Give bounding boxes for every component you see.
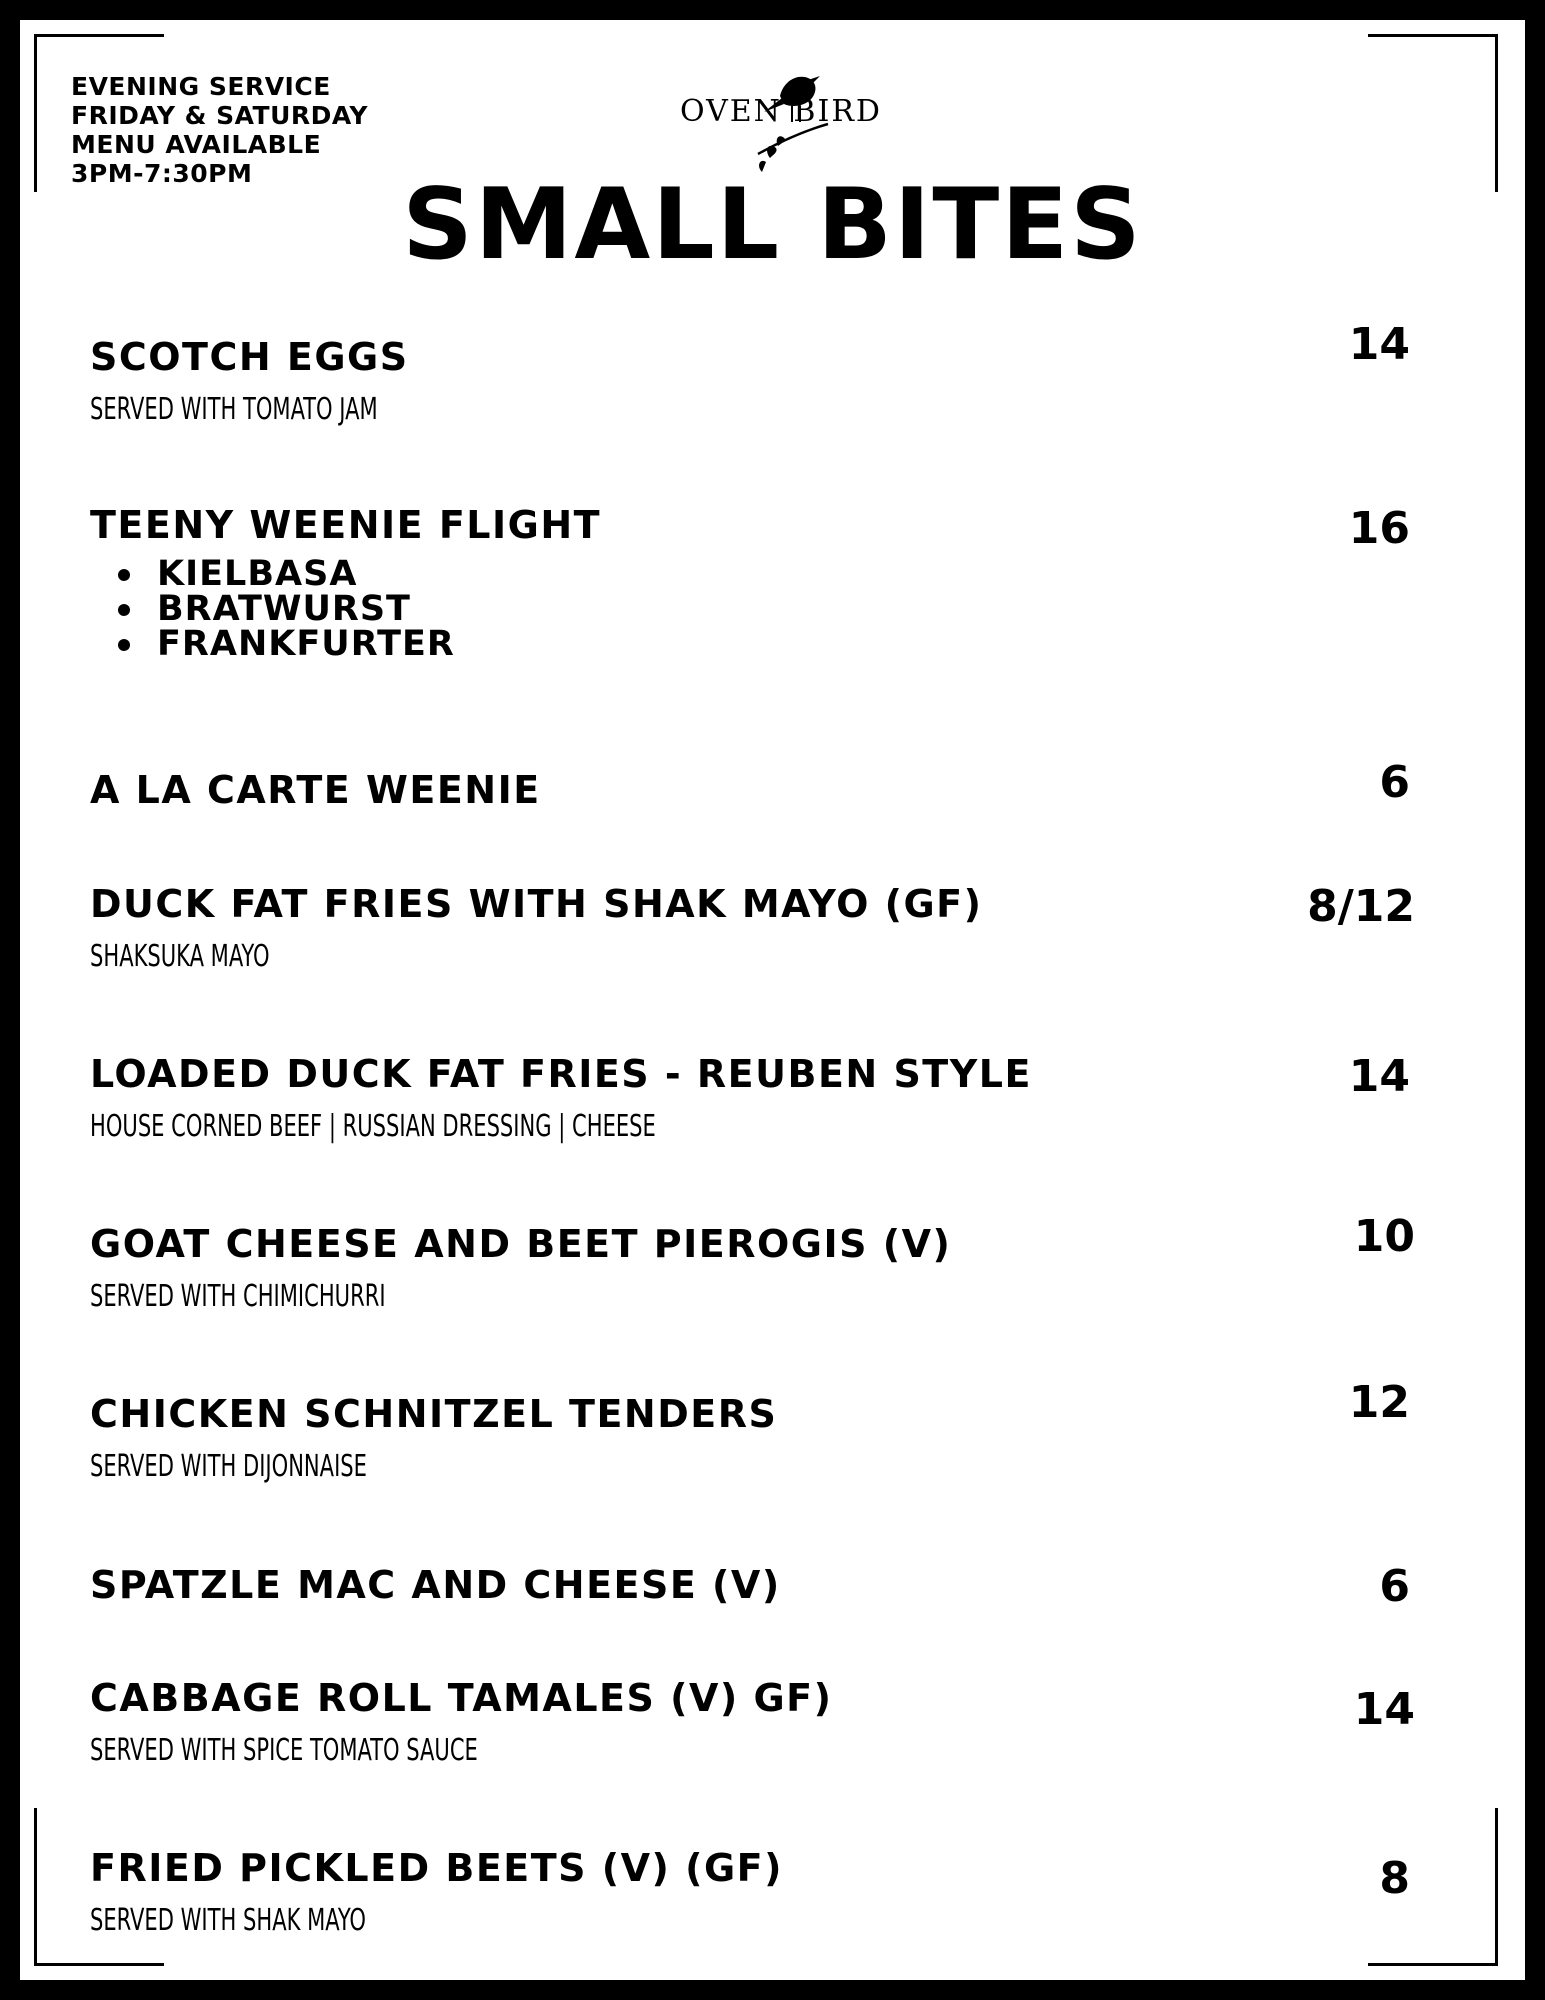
item-price: 14 (1348, 1051, 1410, 1102)
sub-item-label: KIELBASA (157, 554, 358, 594)
bullet-icon (118, 639, 130, 651)
service-line: MENU AVAILABLE (71, 130, 322, 159)
menu-item-spatzle-mac-and-cheese (90, 1563, 1510, 1607)
page-title: SMALL BITES (402, 168, 1143, 282)
item-name: A LA CARTE WEENIE (90, 768, 541, 812)
item-price: 8 (1379, 1853, 1410, 1904)
service-line: EVENING SERVICE (71, 72, 331, 101)
menu-item-teeny-weenie-flight (90, 503, 1510, 662)
item-price: 16 (1348, 503, 1410, 554)
service-line: 3PM-7:30PM (71, 159, 253, 188)
sub-item (90, 589, 1510, 629)
item-name: FRIED PICKLED BEETS (V) (GF) (90, 1846, 784, 1890)
item-description: SERVED WITH DIJONNAISE (90, 1449, 367, 1484)
menu-item-cabbage-roll-tamales (90, 1676, 1510, 1770)
item-name: CHICKEN SCHNITZEL TENDERS (90, 1392, 778, 1436)
sub-item-label: BRATWURST (157, 589, 411, 629)
menu-item-fried-pickled-beets (90, 1846, 1510, 1940)
bullet-icon (118, 569, 130, 581)
item-description: SERVED WITH TOMATO JAM (90, 392, 378, 427)
sub-item-label: FRANKFURTER (157, 624, 455, 664)
menu-item-duck-fat-fries (90, 882, 1510, 976)
item-description: HOUSE CORNED BEEF | RUSSIAN DRESSING | CHEESE (90, 1109, 656, 1144)
item-price: 6 (1379, 1561, 1410, 1612)
item-description: SERVED WITH CHIMICHURRI (90, 1279, 386, 1314)
item-name: SPATZLE MAC AND CHEESE (V) (90, 1563, 781, 1607)
item-name: LOADED DUCK FAT FRIES - REUBEN STYLE (90, 1052, 1032, 1096)
sub-item-list (90, 554, 1510, 664)
sub-item (90, 554, 1510, 594)
menu-item-scotch-eggs (90, 335, 1510, 429)
logo-text: OVEN BIRD (680, 94, 882, 129)
menu-item-chicken-schnitzel-tenders (90, 1392, 1510, 1486)
logo (680, 58, 940, 178)
bullet-icon (118, 604, 130, 616)
item-description: SERVED WITH SPICE TOMATO SAUCE (90, 1733, 478, 1768)
item-description: SERVED WITH SHAK MAYO (90, 1903, 366, 1938)
menu-item-a-la-carte-weenie (90, 768, 1510, 812)
item-description: SHAKSUKA MAYO (90, 939, 270, 974)
item-price: 8/12 (1307, 881, 1415, 932)
menu-page (20, 20, 1525, 1980)
item-name: GOAT CHEESE AND BEET PIEROGIS (V) (90, 1222, 952, 1266)
menu-item-loaded-duck-fat-fries (90, 1052, 1510, 1146)
item-name: SCOTCH EGGS (90, 335, 409, 379)
sub-item (90, 624, 1510, 664)
item-price: 14 (1353, 1684, 1415, 1735)
item-name: DUCK FAT FRIES WITH SHAK MAYO (GF) (90, 882, 983, 926)
item-name: CABBAGE ROLL TAMALES (V) GF) (90, 1676, 833, 1720)
item-price: 14 (1348, 319, 1410, 370)
service-line: FRIDAY & SATURDAY (71, 101, 368, 130)
menu-item-goat-cheese-pierogis (90, 1222, 1510, 1316)
item-price: 6 (1379, 757, 1410, 808)
item-price: 10 (1353, 1211, 1415, 1262)
item-name: TEENY WEENIE FLIGHT (90, 503, 602, 547)
item-price: 12 (1348, 1377, 1410, 1428)
